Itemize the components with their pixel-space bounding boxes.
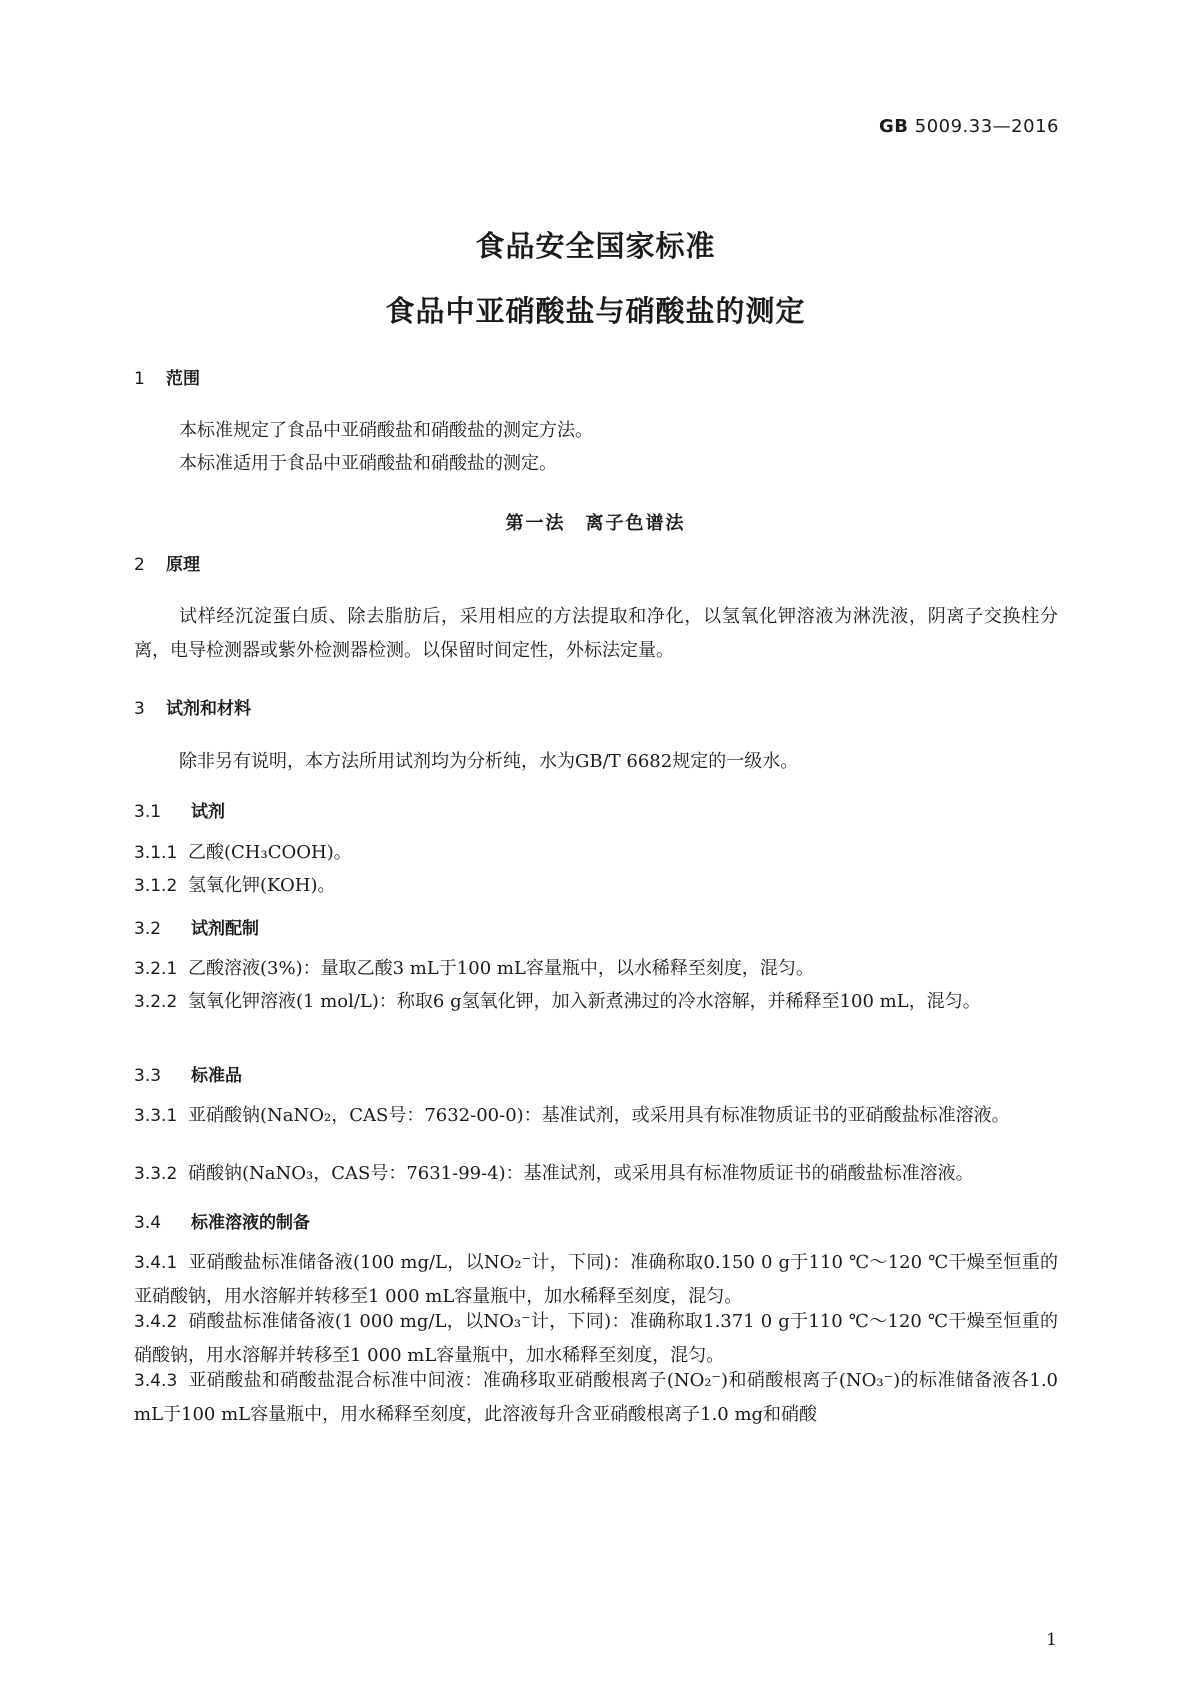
item-text: 氢氧化钾溶液(1 mol/L)：称取6 g氢氧化钾，加入新煮沸过的冷水溶解，并稀释至100 mL，混匀。	[188, 991, 981, 1012]
paragraph: 试样经沉淀蛋白质、除去脂肪后，采用相应的方法提取和净化，以氢氧化钾溶液为淋洗液，阴离子交换柱分离，电导检测器或紫外检测器检测。以保留时间定性，外标法定量。	[134, 606, 1058, 661]
standard-code	[879, 116, 1059, 137]
item-text: 亚硝酸盐标准储备液(100 mg/L，以NO₂⁻计，下同)：准确称取0.150 0 g于110 ℃～120 ℃干燥至恒重的亚硝酸钠，用水溶解并转移至1 000 mL容量瓶中，加水稀释至刻度，混匀。	[134, 1252, 1059, 1307]
item-number: 3.4.3	[134, 1371, 178, 1391]
list-item	[134, 836, 1058, 870]
list-item	[134, 952, 1058, 986]
document-subtitle: 食品中亚硝酸盐与硝酸盐的测定	[385, 294, 806, 328]
page-number: 1	[1046, 1630, 1057, 1650]
item-number: 3.2.2	[134, 992, 178, 1012]
method-heading: 第一法 离子色谱法	[505, 513, 686, 534]
subsection-heading	[134, 914, 259, 939]
section-title: 标准溶液的制备	[191, 1213, 310, 1233]
section-number: 1	[134, 369, 145, 389]
section-title: 试剂配制	[191, 919, 259, 939]
subsection-heading	[134, 797, 225, 822]
list-item	[134, 1099, 1058, 1133]
section-title: 标准品	[191, 1066, 242, 1086]
section-title: 试剂和材料	[166, 699, 251, 719]
document-title: 食品安全国家标准	[475, 229, 716, 263]
item-number: 3.1.1	[134, 843, 178, 863]
list-item	[134, 1364, 1058, 1431]
item-number: 3.1.2	[134, 876, 178, 896]
section-title: 范围	[166, 369, 200, 389]
section-heading-scope	[134, 364, 200, 389]
list-item	[134, 1246, 1058, 1313]
standard-prefix: GB	[879, 116, 909, 137]
list-item	[134, 869, 1058, 903]
section-number: 3.2	[134, 919, 162, 939]
section-number: 3.3	[134, 1066, 162, 1086]
section-heading-principle	[134, 550, 200, 575]
section-number: 2	[134, 555, 145, 575]
subsection-heading	[134, 1061, 242, 1086]
item-number: 3.3.2	[134, 1164, 178, 1184]
paragraph: 除非另有说明，本方法所用试剂均为分析纯，水为GB/T 6682规定的一级水。	[179, 751, 799, 772]
section-number: 3.4	[134, 1213, 162, 1233]
item-text: 氢氧化钾(KOH)。	[188, 875, 336, 896]
item-number: 3.4.1	[134, 1253, 178, 1273]
item-text: 亚硝酸盐和硝酸盐混合标准中间液：准确移取亚硝酸根离子(NO₂⁻)和硝酸根离子(NO₃⁻)的标准储备液各1.0 mL于100 mL容量瓶中，用水稀释至刻度，此溶液每升含亚硝酸根离子1.0 mg和硝酸	[134, 1370, 1058, 1425]
list-item	[134, 985, 1058, 1019]
section-heading-reagents	[134, 694, 251, 719]
list-item	[134, 1305, 1058, 1372]
item-number: 3.2.1	[134, 959, 178, 979]
section-number: 3.1	[134, 802, 162, 822]
item-number: 3.4.2	[134, 1312, 178, 1332]
subsection-heading	[134, 1208, 310, 1233]
section-number: 3	[134, 699, 145, 719]
item-text: 硝酸钠(NaNO₃，CAS号：7631-99-4)：基准试剂，或采用具有标准物质证书的硝酸盐标准溶液。	[188, 1163, 974, 1184]
list-item	[134, 1157, 1058, 1191]
paragraph: 本标准规定了食品中亚硝酸盐和硝酸盐的测定方法。	[179, 420, 593, 441]
item-text: 乙酸(CH₃COOH)。	[188, 842, 352, 863]
item-text: 乙酸溶液(3%)：量取乙酸3 mL于100 mL容量瓶中，以水稀释至刻度，混匀。	[188, 958, 814, 979]
standard-number: 5009.33—2016	[914, 116, 1059, 137]
section-title: 原理	[166, 555, 200, 575]
item-text: 亚硝酸钠(NaNO₂，CAS号：7632-00-0)：基准试剂，或采用具有标准物质证书的亚硝酸盐标准溶液。	[188, 1105, 1010, 1126]
item-text: 硝酸盐标准储备液(1 000 mg/L，以NO₃⁻计，下同)：准确称取1.371 0 g于110 ℃～120 ℃干燥至恒重的硝酸钠，用水溶解并转移至1 000 mL容量瓶中，加水稀释至刻度，混匀。	[134, 1311, 1058, 1366]
section-title: 试剂	[191, 802, 225, 822]
paragraph: 本标准适用于食品中亚硝酸盐和硝酸盐的测定。	[179, 453, 557, 474]
item-number: 3.3.1	[134, 1106, 178, 1126]
